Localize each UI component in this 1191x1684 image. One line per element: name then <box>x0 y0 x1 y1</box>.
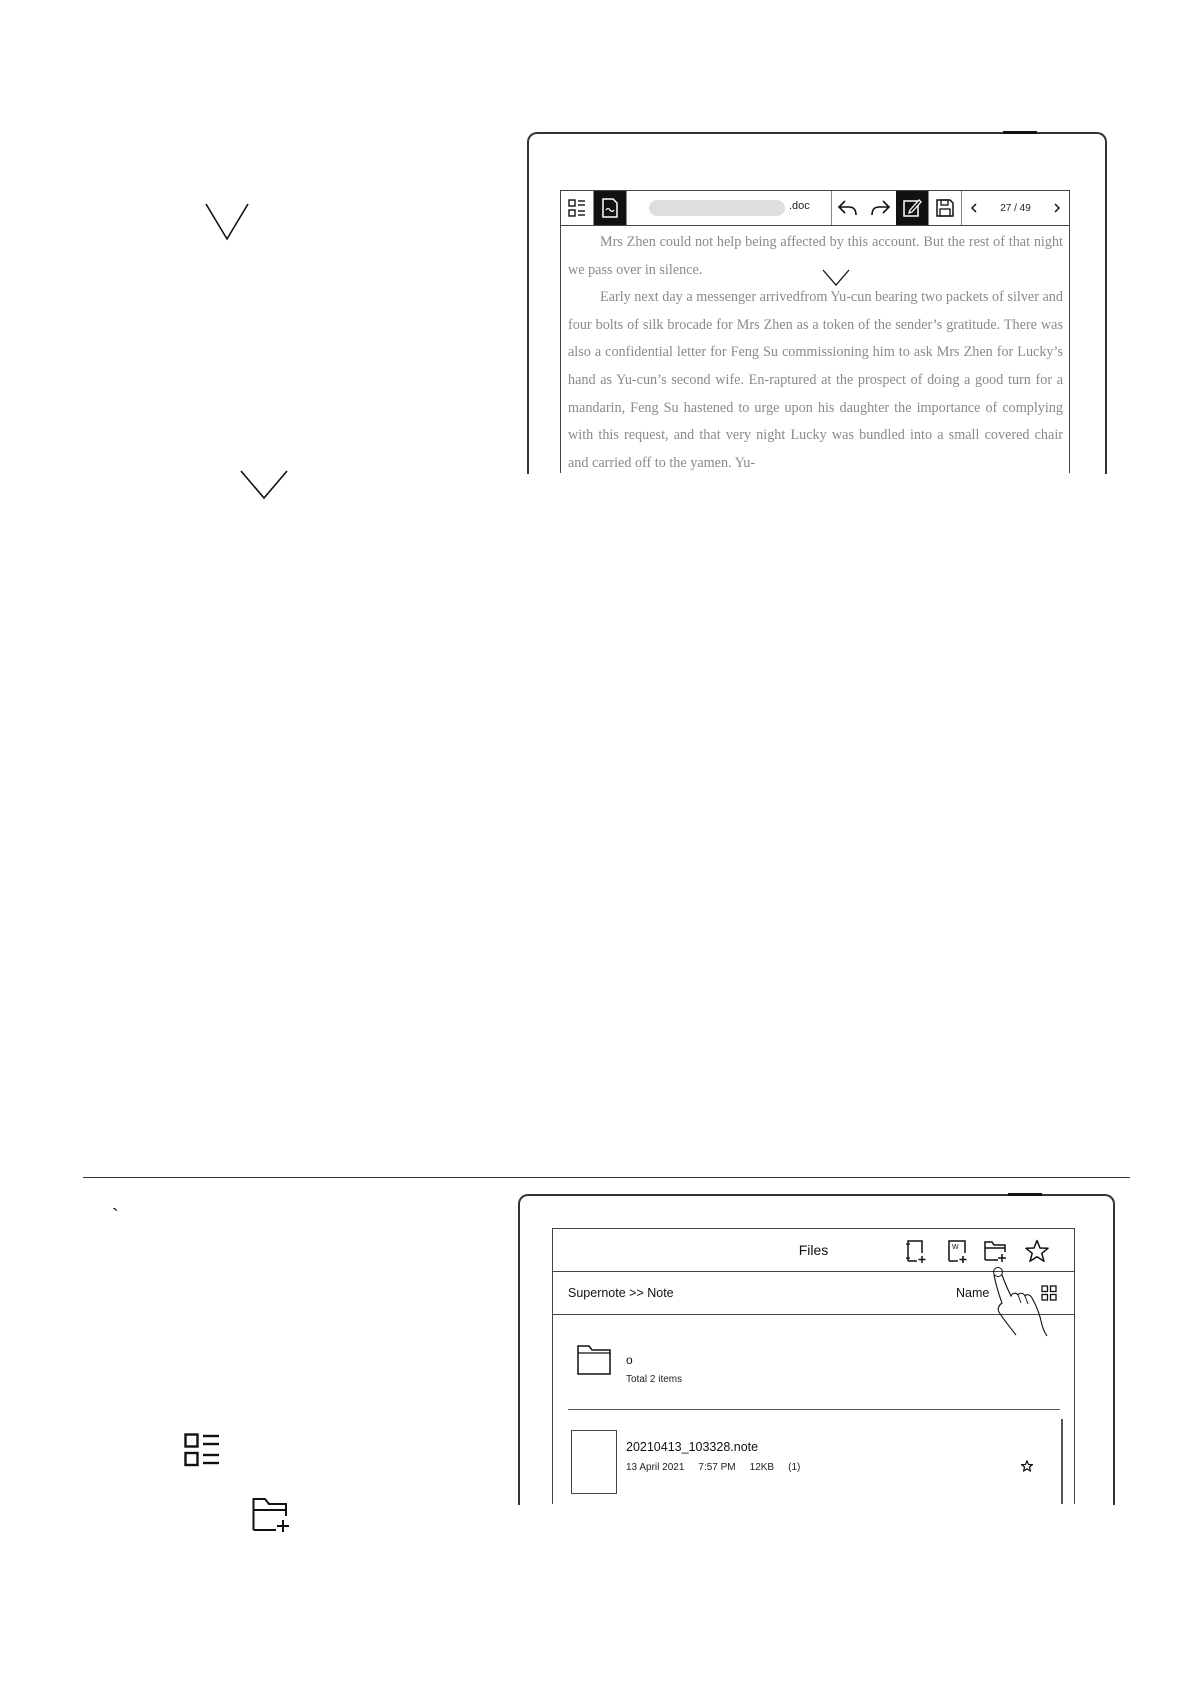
file-page-count: (1) <box>788 1462 801 1473</box>
new-folder-icon <box>252 1496 292 1532</box>
page-navigator <box>962 191 1069 225</box>
file-name: 20210413_103328.note <box>626 1440 759 1454</box>
redo-button[interactable] <box>864 191 896 225</box>
file-extension: .doc <box>789 200 810 212</box>
file-size: 12KB <box>749 1462 775 1473</box>
doc-title-field <box>627 191 832 225</box>
svg-text:W: W <box>952 1244 959 1251</box>
file-meta <box>626 1462 814 1473</box>
favorite-star-icon[interactable] <box>1021 1460 1033 1472</box>
new-word-doc-icon[interactable] <box>945 1239 969 1263</box>
document-body <box>568 229 1063 473</box>
list-item-file[interactable] <box>553 1410 1074 1504</box>
menu-layout-icon <box>568 199 586 217</box>
new-folder-icon[interactable] <box>984 1239 1008 1263</box>
doc-paragraph-2: Early next day a messenger arrivedfrom Yu-cun bearing two packets of silver and four bolts of silk brocade for Mrs Zhen as a token of the sender’s gratitude. There was also a confidential letter for Feng Su commissioning him to ask Mrs Zhen for Lucky’s hand as Yu-cun’s second wife. En-raptured at the prospect of doing a good turn for a mandarin, Feng Su hastened to urge upon his daughter the importance of complying with this request, and that very night Lucky was bundled into a small covered chair and carried off to the yamen. Yu- <box>568 289 1063 471</box>
new-note-icon[interactable] <box>904 1239 928 1263</box>
menu-button[interactable] <box>561 191 594 225</box>
breadcrumb[interactable]: Supernote >> Note <box>568 1286 674 1300</box>
save-button[interactable] <box>929 191 962 225</box>
section-divider <box>83 1177 1130 1178</box>
page-title: Files <box>798 1242 829 1258</box>
menu-layout-icon <box>184 1433 220 1467</box>
doc-toolbar <box>561 191 1069 226</box>
edit-note-button[interactable] <box>896 191 929 225</box>
folder-icon <box>577 1345 611 1375</box>
margin-mark: ` <box>112 1206 119 1228</box>
scrollbar[interactable] <box>1061 1419 1063 1504</box>
favorites-star-icon[interactable] <box>1025 1239 1049 1263</box>
tap-hand-icon <box>988 1263 1052 1337</box>
redacted-file-name <box>649 200 785 216</box>
doc-mode-icon <box>601 198 619 218</box>
file-time: 7:57 PM <box>698 1462 736 1473</box>
checkmark-annotation-1 <box>205 203 249 241</box>
undo-button[interactable] <box>832 191 864 225</box>
device-power-button <box>1008 1193 1042 1196</box>
note-thumbnail <box>571 1430 617 1494</box>
folder-name: o <box>626 1353 633 1367</box>
checkmark-annotation-doc <box>822 269 850 287</box>
redo-icon <box>869 199 891 217</box>
doc-paragraph-1: Mrs Zhen could not help being affected by this account. But the rest of that night we pass over in silence. <box>568 234 1063 278</box>
save-icon <box>936 199 954 217</box>
checkmark-annotation-2 <box>240 470 288 500</box>
prev-page-icon[interactable] <box>970 203 978 213</box>
file-date: 13 April 2021 <box>626 1462 685 1473</box>
page-indicator: 27 / 49 <box>1000 202 1031 214</box>
folder-item-count: Total 2 items <box>626 1374 683 1385</box>
doc-viewer-screen <box>560 190 1070 473</box>
device-power-button <box>1003 131 1037 134</box>
edit-note-icon <box>902 198 922 218</box>
doc-mode-button[interactable] <box>594 191 627 225</box>
next-page-icon[interactable] <box>1053 203 1061 213</box>
undo-icon <box>837 199 859 217</box>
sort-by-name-button[interactable]: Name <box>956 1286 990 1300</box>
